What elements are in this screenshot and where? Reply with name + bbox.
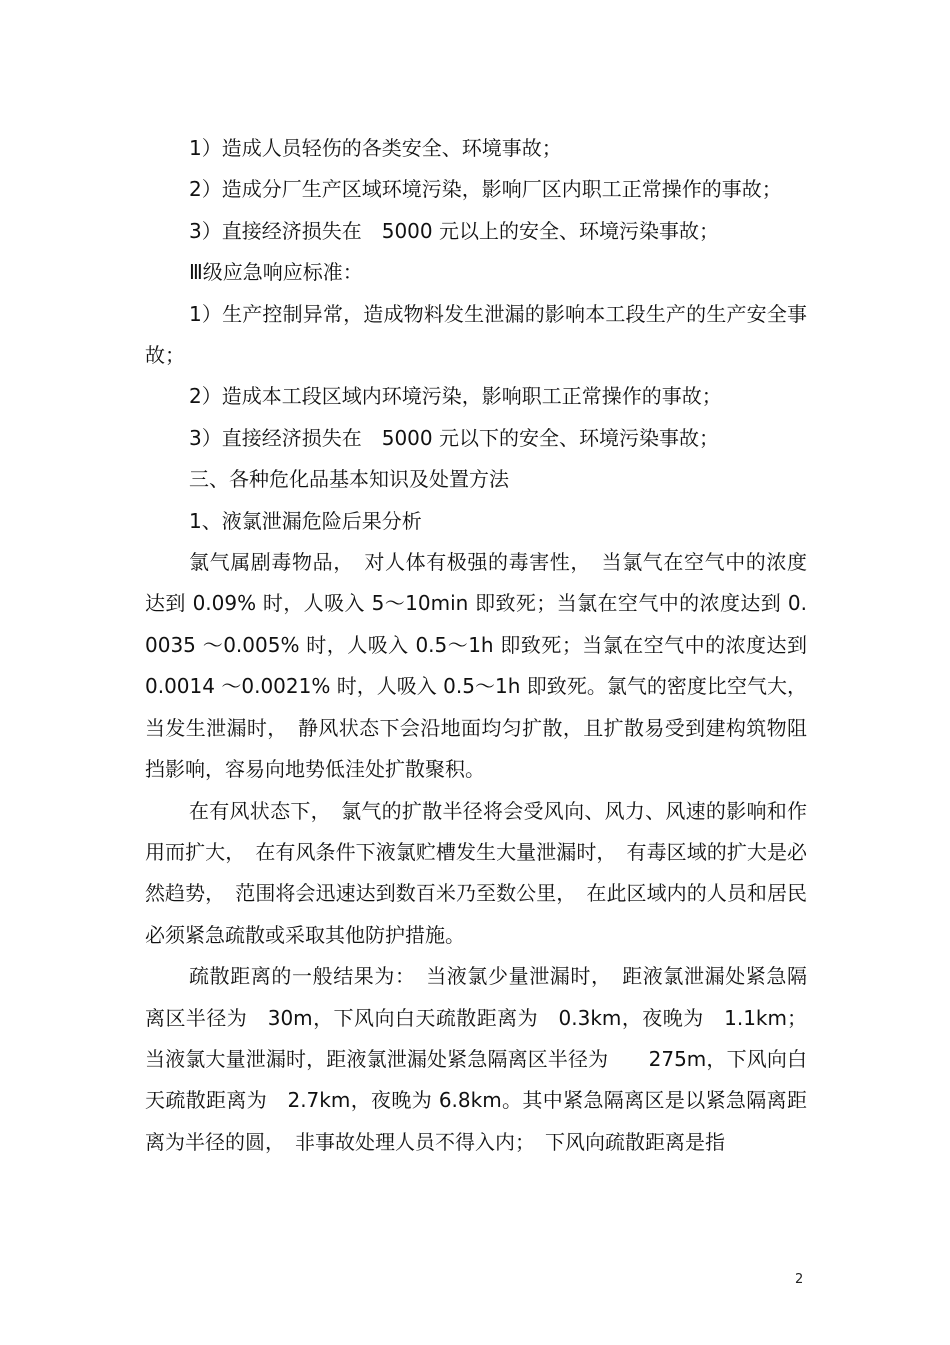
paragraph-wind-diffusion: 在有风状态下， 氯气的扩散半径将会受风向、风力、风速的影响和作用而扩大， 在有风条件下液氯贮槽发生大量泄漏时， 有毒区域的扩大是必然趋势， 范围将会迅速达到数百米乃至数公里， 在此区域内的人员和居民必须紧急疏散或采取其他防护措施。	[145, 798, 807, 947]
paragraph-chlorine-toxicity: 氯气属剧毒物品， 对人体有极强的毒害性， 当氯气在空气中的浓度达到 0.09% 时，人吸入 5～10min 即致死；当氯在空气中的浓度达到 0.0035 ～0.005% 时，人吸入 0.5～1h 即致死；当氯在空气中的浓度达到 0.0014 ～0.0021% 时，人吸入 0.5～1h 即致死。氯气的密度比空气大，当发生泄漏时， 静风状态下会沿地面均匀扩散，且扩散易受到建构筑物阻挡影响，容易向地势低洼处扩散聚积。	[145, 550, 807, 782]
section-heading-level-3: Ⅲ级应急响应标准：	[189, 260, 363, 285]
paragraph-5: 2）造成本工段区域内环境污染，影响职工正常操作的事故；	[189, 384, 722, 409]
paragraph-1: 1）造成人员轻伤的各类安全、环境事故；	[189, 136, 562, 160]
subheading-chlorine-leak: 1、液氯泄漏危险后果分析	[189, 508, 422, 533]
section-heading-hazmat: 三、各种危化品基本知识及处置方法	[189, 467, 509, 492]
page-number: 2	[795, 1272, 804, 1287]
paragraph-4: 1）生产控制异常，造成物料发生泄漏的影响本工段生产的生产安全事故；	[145, 301, 807, 368]
paragraph-2: 2）造成分厂生产区域环境污染，影响厂区内职工正常操作的事故；	[189, 177, 782, 202]
document-body	[145, 128, 807, 1163]
paragraph-evacuation-distance: 疏散距离的一般结果为： 当液氯少量泄漏时， 距液氯泄漏处紧急隔离区半径为 30m，下风向白天疏散距离为 0.3km，夜晚为 1.1km；当液氯大量泄漏时，距液氯泄漏处紧急隔离区半径为 275m，下风向白天疏散距离为 2.7km，夜晚为 6.8km。其中紧急隔离区是以紧急隔离距离为半径的圆， 非事故处理人员不得入内； 下风向疏散距离是指	[145, 964, 807, 1154]
paragraph-3: 3）直接经济损失在 5000 元以上的安全、环境污染事故；	[189, 218, 719, 243]
paragraph-6: 3）直接经济损失在 5000 元以下的安全、环境污染事故；	[189, 425, 719, 450]
